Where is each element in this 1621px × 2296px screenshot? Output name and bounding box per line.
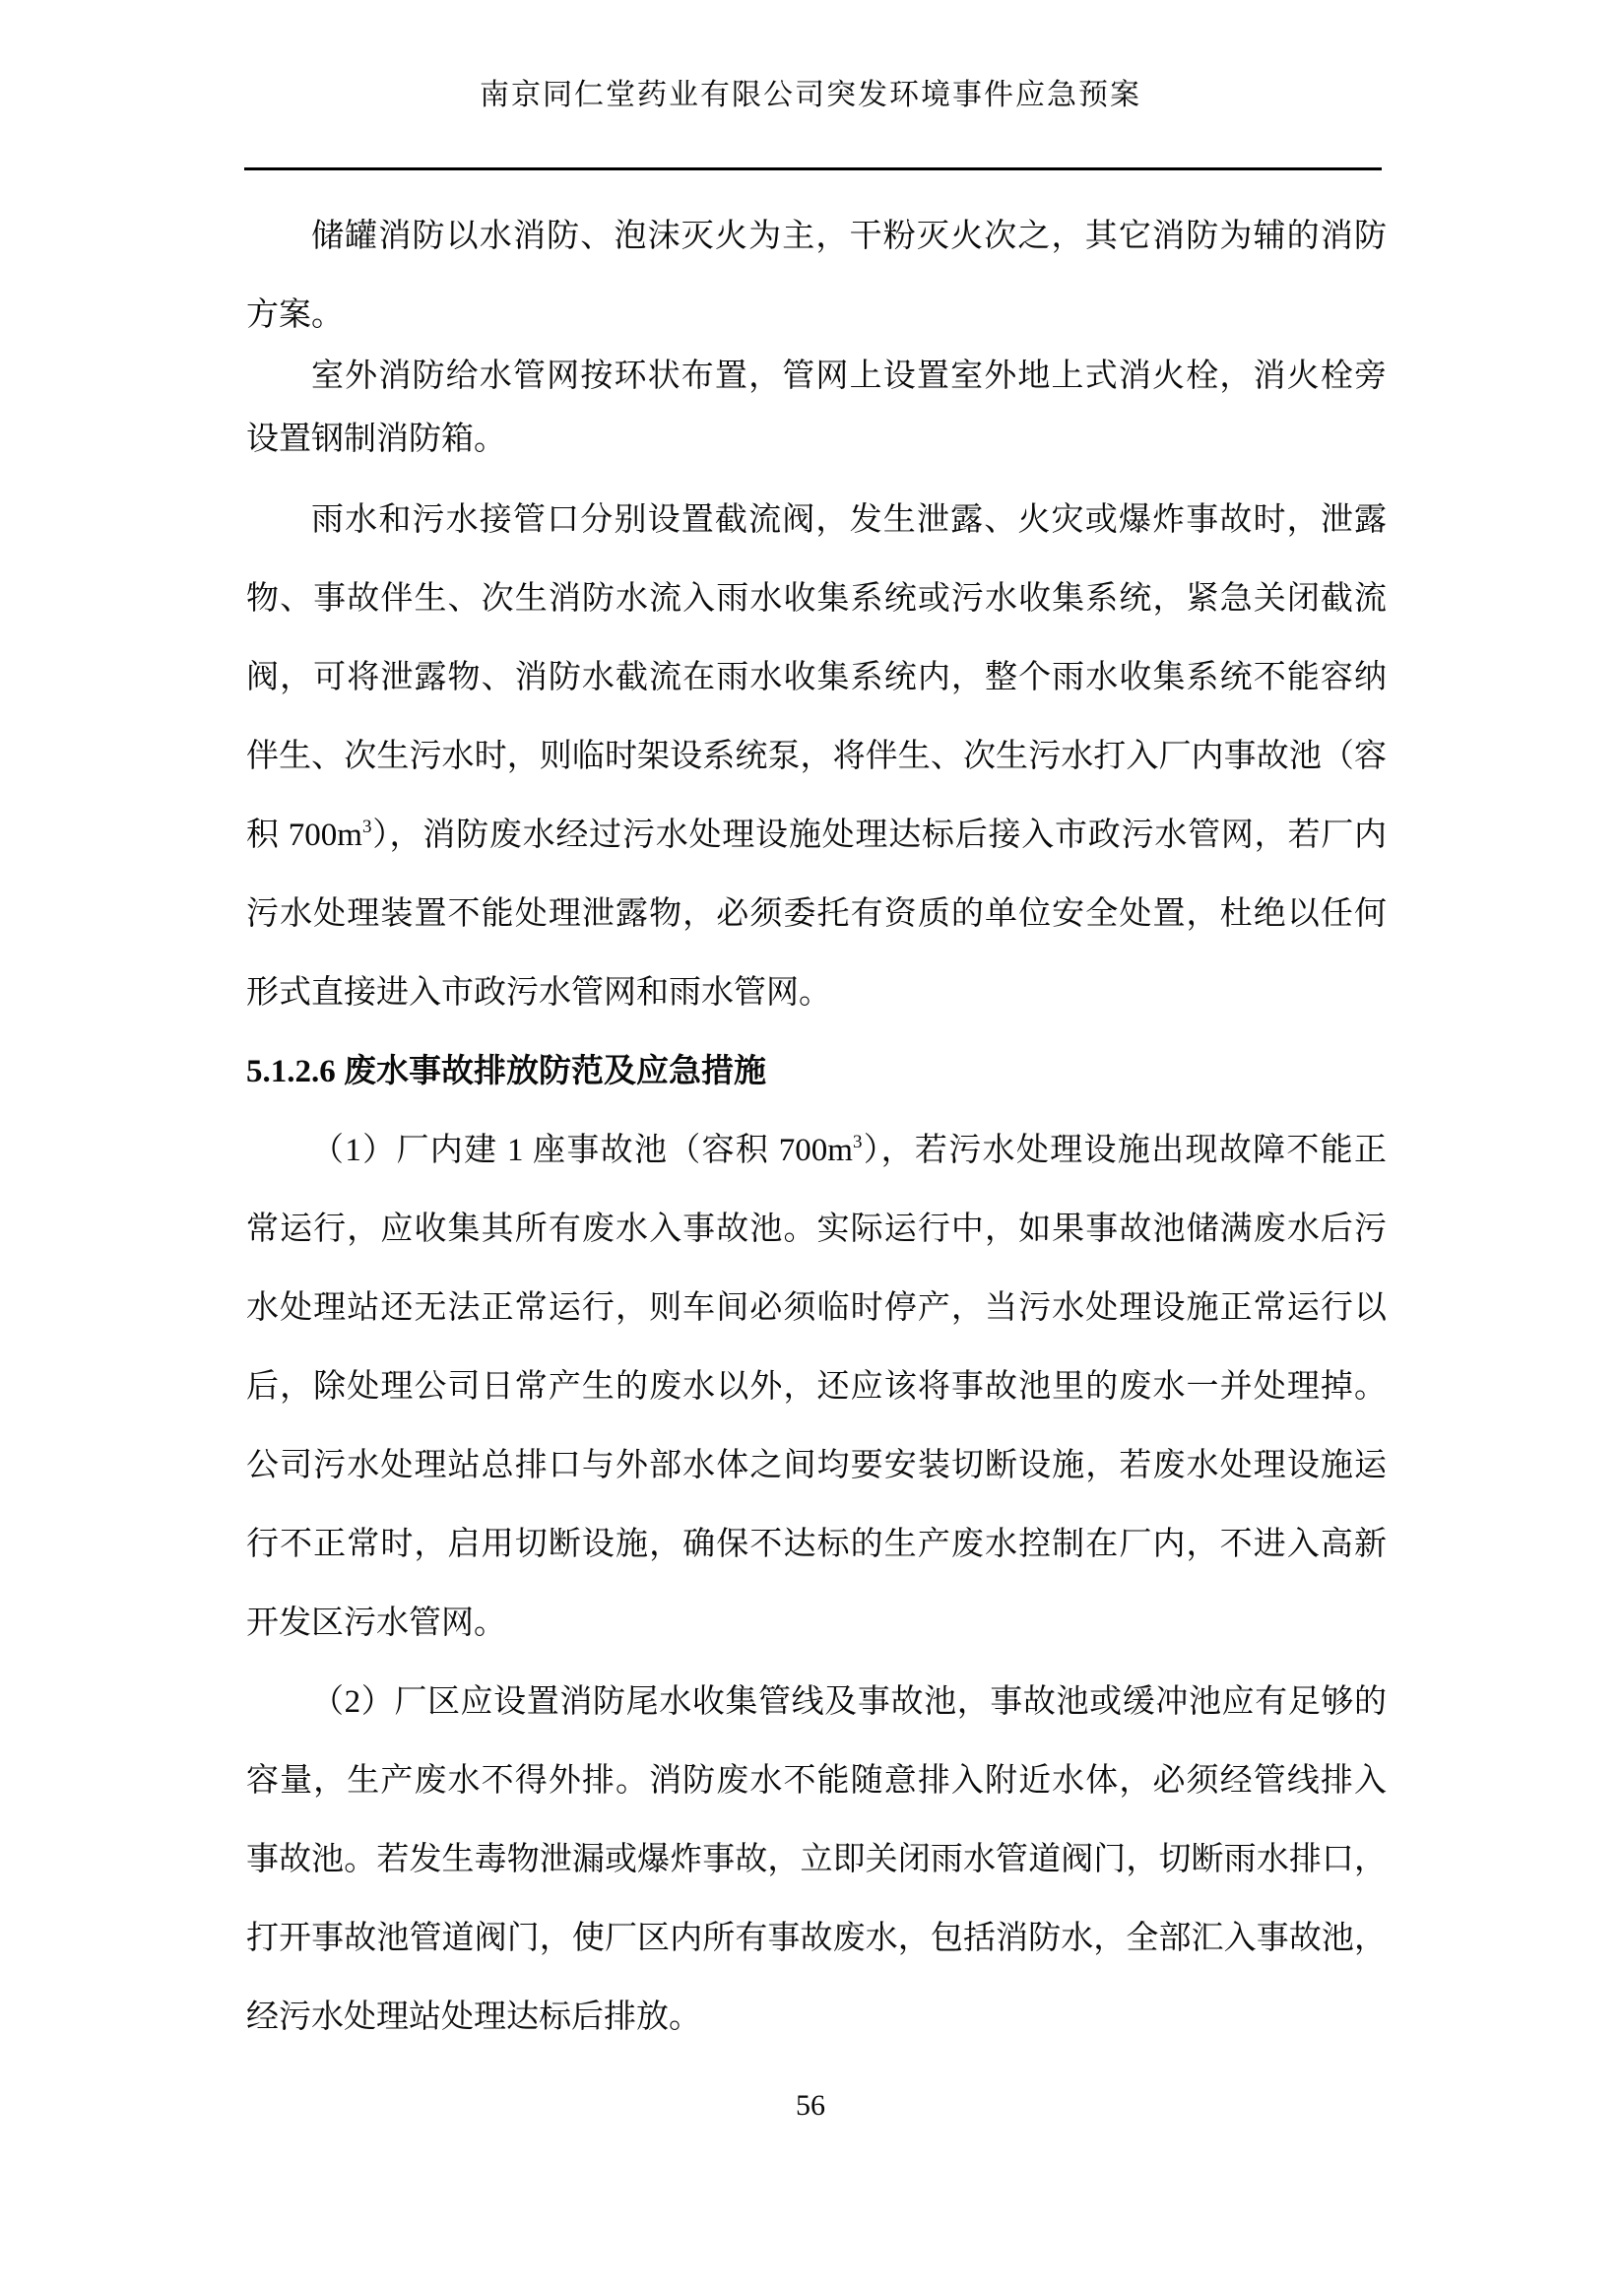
paragraph-rainwater-sewage-valves [246,481,1387,1032]
text-segment: ），若污水处理设施出现故障不能正 [862,1133,1388,1168]
text-line: 雨水和污水接管口分别设置截流阀，发生泄露、火灾或爆炸事故时，泄露 [311,502,1387,538]
text-line: 容量，生产废水不得外排。消防废水不能随意排入附近水体，必须经管线排入 [246,1763,1387,1799]
text-line: 公司污水处理站总排口与外部水体之间均要安装切断设施，若废水处理设施运 [246,1448,1387,1483]
page-number: 56 [796,2089,825,2122]
text-line: 污水处理装置不能处理泄露物，必须委托有资质的单位安全处置，杜绝以任何 [246,896,1387,932]
text-line: 阀，可将泄露物、消防水截流在雨水收集系统内，整个雨水收集系统不能容纳 [246,660,1387,695]
text-line: （2）厂区应设置消防尾水收集管线及事故池，事故池或缓冲池应有足够的 [311,1684,1387,1720]
text-segment: （1）厂内建 1 座事故池（容积 700m [311,1133,853,1168]
text-line: 行不正常时，启用切断设施，确保不达标的生产废水控制在厂内，不进入高新 [246,1527,1387,1562]
page-header-title: 南京同仁堂药业有限公司突发环境事件应急预案 [480,79,1141,111]
text-line: 后，除处理公司日常产生的废水以外，还应该将事故池里的废水一并处理掉。 [246,1369,1387,1405]
text-line: 储罐消防以水消防、泡沫灭火为主，干粉灭火次之，其它消防为辅的消防 [311,219,1387,254]
superscript-3: 3 [852,1132,863,1152]
document-body [246,197,1387,2057]
text-line [246,1111,1387,1190]
text-line: 打开事故池管道阀门，使厂区内所有事故废水，包括消防水，全部汇入事故池， [246,1921,1387,1956]
text-line: 水处理站还无法正常运行，则车间必须临时停产，当污水处理设施正常运行以 [246,1290,1387,1326]
paragraph-tank-fire-plan [246,197,1387,355]
text-segment: 积 700m [246,818,362,853]
text-line: 经污水处理站处理达标后排放。 [246,2000,701,2035]
paragraph-item-2-fire-tailwater [246,1663,1387,2057]
paragraph-outdoor-hydrants [246,345,1387,471]
paragraph-item-1-accident-pool [246,1111,1387,1663]
text-line: 室外消防给水管网按环状布置，管网上设置室外地上式消火栓，消火栓旁 [311,359,1387,394]
text-line: 形式直接进入市政污水管网和雨水管网。 [246,975,831,1011]
text-line: 开发区污水管网。 [246,1606,506,1641]
text-line: 物、事故伴生、次生消防水流入雨水收集系统或污水收集系统，紧急关闭截流 [246,581,1387,617]
text-line [246,796,1387,875]
text-line: 方案。 [246,297,344,333]
superscript-3: 3 [361,817,372,837]
text-line: 事故池。若发生毒物泄漏或爆炸事故，立即关闭雨水管道阀门，切断雨水排口， [246,1842,1387,1877]
text-segment: ），消防废水经过污水处理设施处理达标后接入市政污水管网，若厂内 [371,818,1387,853]
text-line: 常运行，应收集其所有废水入事故池。实际运行中，如果事故池储满废水后污 [246,1212,1387,1247]
text-line: 设置钢制消防箱。 [246,422,506,457]
header-rule [244,167,1382,170]
section-heading-5-1-2-6: 5.1.2.6 废水事故排放防范及应急措施 [246,1054,766,1089]
text-line: 伴生、次生污水时，则临时架设系统泵，将伴生、次生污水打入厂内事故池（容 [246,739,1387,774]
